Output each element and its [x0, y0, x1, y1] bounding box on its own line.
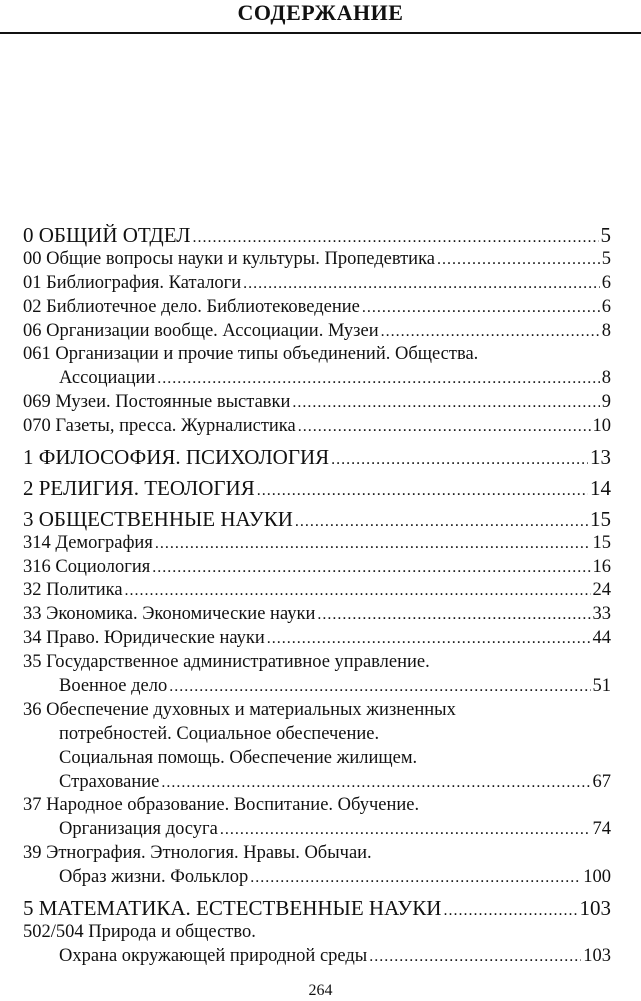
toc-entry-title: 36 Обеспечение духовных и материальных жизненных: [23, 699, 456, 720]
toc-entry-page: 24: [592, 580, 611, 601]
dot-leader: [243, 272, 600, 296]
toc-entry-title: 2 РЕЛИГИЯ. ТЕОЛОГИЯ: [23, 475, 255, 500]
dot-leader: [369, 945, 581, 969]
table-of-contents: [23, 224, 611, 969]
toc-entry-page: 5: [601, 248, 611, 269]
toc-entry-page: 103: [583, 945, 611, 966]
toc-entry: [23, 651, 611, 675]
dot-leader: [193, 226, 599, 250]
dot-leader: [157, 367, 599, 391]
toc-entry-page: 51: [592, 676, 611, 697]
toc-entry: [23, 477, 611, 501]
toc-entry: [23, 747, 611, 771]
dot-leader: [298, 415, 591, 439]
toc-entry: [23, 296, 611, 320]
dot-leader: [250, 866, 581, 890]
toc-entry-page: 15: [590, 506, 611, 531]
dot-leader: [292, 391, 599, 415]
toc-entry-title: 5 МАТЕМАТИКА. ЕСТЕСТВЕННЫЕ НАУКИ: [23, 896, 442, 921]
toc-entry-page: 13: [590, 445, 611, 470]
toc-entry-title: 070 Газеты, пресса. Журналистика: [23, 416, 296, 437]
toc-entry-title: 00 Общие вопросы науки и культуры. Пропедевтика: [23, 248, 436, 269]
toc-entry: [23, 945, 611, 969]
toc-entry: [23, 248, 611, 272]
toc-entry: [23, 532, 611, 556]
toc-entry-page: 15: [592, 532, 611, 553]
toc-entry-page: 103: [579, 896, 611, 921]
dot-leader: [443, 899, 577, 923]
toc-entry-title: 06 Организации вообще. Ассоциации. Музеи: [23, 320, 379, 341]
dot-leader: [220, 818, 591, 842]
toc-entry: [23, 391, 611, 415]
dot-leader: [317, 603, 590, 627]
toc-entry: [23, 699, 611, 723]
toc-entry: [23, 866, 611, 890]
toc-entry-title: Организация досуга: [59, 819, 218, 840]
dot-leader: [362, 296, 600, 320]
toc-entry: [23, 627, 611, 651]
toc-entry-page: 9: [601, 392, 611, 413]
toc-entry-title: 314 Демография: [23, 532, 153, 553]
toc-entry-title: Образ жизни. Фольклор: [59, 867, 249, 888]
toc-entry: [23, 508, 611, 532]
toc-entry-title: Охрана окружающей природной среды: [59, 945, 368, 966]
toc-entry-page: 44: [592, 628, 611, 649]
toc-entry-page: 14: [590, 475, 611, 500]
toc-entry-title: 39 Этнография. Этнология. Нравы. Обычаи.: [23, 843, 372, 864]
toc-entry: [23, 603, 611, 627]
toc-entry-page: 5: [600, 223, 611, 247]
toc-entry-title: 1 ФИЛОСОФИЯ. ПСИХОЛОГИЯ: [23, 445, 330, 470]
toc-entry-title: 069 Музеи. Постоянные выставки: [23, 392, 291, 413]
toc-entry: [23, 224, 611, 248]
toc-entry-title: 0 ОБЩИЙ ОТДЕЛ: [23, 223, 191, 247]
page-title: СОДЕРЖАНИЕ: [237, 0, 404, 25]
toc-entry-title: 3 ОБЩЕСТВЕННЫЕ НАУКИ: [23, 506, 293, 531]
toc-entry-title: Ассоциации: [59, 368, 156, 389]
toc-entry-title: 02 Библиотечное дело. Библиотековедение: [23, 296, 360, 317]
toc-entry-page: 8: [601, 320, 611, 341]
dot-leader: [331, 448, 588, 472]
toc-entry-title: Страхование: [59, 771, 160, 792]
toc-entry: [23, 415, 611, 439]
toc-entry-title: 502/504 Природа и общество.: [23, 921, 256, 942]
dot-leader: [161, 771, 590, 795]
toc-entry: [23, 367, 611, 391]
toc-entry-title: 01 Библиография. Каталоги: [23, 272, 242, 293]
toc-entry: [23, 320, 611, 344]
toc-entry: [23, 556, 611, 580]
toc-entry-page: 67: [592, 771, 611, 792]
dot-leader: [267, 627, 591, 651]
toc-entry: [23, 771, 611, 795]
toc-entry-title: потребностей. Социальное обеспечение.: [59, 723, 380, 744]
dot-leader: [152, 556, 590, 580]
toc-entry-page: 16: [592, 556, 611, 577]
dot-leader: [155, 532, 591, 556]
toc-entry-page: 6: [601, 272, 611, 293]
toc-entry-title: 37 Народное образование. Воспитание. Обучение.: [23, 795, 420, 816]
toc-entry-title: Военное дело: [59, 676, 168, 697]
dot-leader: [437, 248, 600, 272]
toc-entry: [23, 897, 611, 921]
toc-entry-title: 35 Государственное административное управление.: [23, 652, 430, 673]
toc-entry-page: 33: [592, 604, 611, 625]
toc-entry-page: 100: [583, 867, 611, 888]
toc-entry-page: 8: [601, 368, 611, 389]
toc-entry-title: Социальная помощь. Обеспечение жилищем.: [59, 747, 418, 768]
toc-entry-title: 32 Политика: [23, 580, 123, 601]
toc-entry: [23, 842, 611, 866]
toc-entry: [23, 446, 611, 470]
toc-entry: [23, 921, 611, 945]
toc-entry: [23, 675, 611, 699]
toc-entry-title: 34 Право. Юридические науки: [23, 628, 265, 649]
toc-entry: [23, 818, 611, 842]
toc-entry-page: 10: [592, 416, 611, 437]
toc-entry-title: 33 Экономика. Экономические науки: [23, 604, 316, 625]
toc-entry: [23, 794, 611, 818]
toc-entry-title: 316 Социология: [23, 556, 151, 577]
toc-entry-page: 6: [601, 296, 611, 317]
dot-leader: [169, 675, 590, 699]
page-number: 264: [308, 982, 333, 999]
dot-leader: [381, 320, 600, 344]
toc-entry: [23, 343, 611, 367]
toc-entry-title: 061 Организации и прочие типы объединений. Общества.: [23, 344, 479, 365]
dot-leader: [295, 510, 588, 534]
toc-entry: [23, 272, 611, 296]
toc-entry: [23, 723, 611, 747]
header-divider: [0, 32, 641, 34]
dot-leader: [257, 479, 588, 503]
dot-leader: [125, 579, 591, 603]
toc-entry: [23, 579, 611, 603]
toc-entry-page: 74: [592, 819, 611, 840]
